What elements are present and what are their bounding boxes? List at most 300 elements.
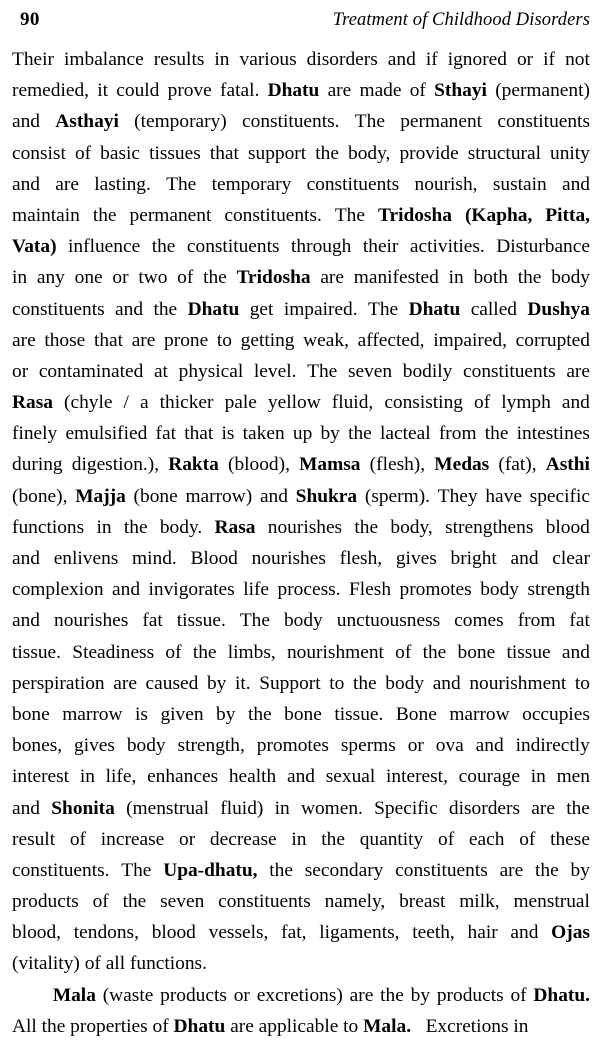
text-run: invigorates	[148, 579, 235, 601]
text-line	[12, 512, 590, 543]
bold-term: Dhatu	[267, 80, 320, 102]
text-run: limbs,	[227, 641, 276, 663]
bold-term: Rasa	[214, 516, 256, 538]
text-run: the	[203, 267, 227, 289]
text-run: constituents	[395, 859, 488, 881]
text-run: Excretions in	[411, 1015, 529, 1037]
text-run: (temporary)	[134, 111, 227, 133]
text-run: nourishment	[286, 641, 384, 663]
text-run: and	[12, 173, 40, 195]
text-run: bone	[12, 703, 50, 725]
text-run: lacteal	[380, 423, 431, 445]
bold-term: Mala	[52, 984, 96, 1006]
text-run: women.	[300, 797, 363, 819]
text-run: and	[12, 548, 40, 569]
text-run: if	[425, 49, 438, 70]
text-run: the	[123, 516, 148, 538]
text-run: of	[74, 142, 92, 164]
text-run: nourishes	[251, 548, 326, 569]
text-run: body	[385, 672, 425, 694]
text-run: to	[574, 672, 590, 694]
text-run: the	[151, 236, 176, 258]
text-run: (fat),	[498, 454, 537, 476]
text-run: All the properties of	[12, 1015, 174, 1037]
text-run: (menstrual	[126, 797, 210, 819]
running-head	[0, 8, 600, 34]
text-run: in	[291, 828, 307, 850]
text-run: pale	[224, 392, 257, 414]
text-line	[12, 980, 590, 1011]
text-run: that	[209, 142, 239, 164]
text-run: could	[116, 80, 160, 102]
text-run: constituents.	[12, 859, 110, 881]
text-run: lymph	[501, 392, 551, 414]
text-run: are applicable to	[225, 1015, 364, 1037]
text-run: of	[92, 891, 109, 913]
text-run: are	[55, 173, 79, 195]
text-run: two	[138, 267, 168, 289]
text-run: and	[510, 922, 539, 944]
text-run: )	[50, 236, 57, 258]
text-run: lasting.	[94, 173, 151, 195]
text-line	[12, 948, 590, 979]
text-run: in	[96, 516, 112, 538]
bold-term: Shukra	[295, 485, 358, 507]
text-run: get	[249, 298, 274, 320]
text-run: fatal.	[220, 80, 260, 102]
text-run: that	[184, 423, 214, 445]
text-run: of	[69, 828, 86, 850]
text-run: each	[468, 828, 505, 850]
text-run: and	[259, 485, 288, 507]
text-run: or	[112, 267, 129, 289]
bold-term: Upa-dhatu,	[163, 859, 258, 881]
text-run: process.	[277, 579, 341, 601]
text-run: ova	[435, 735, 464, 757]
text-run: maintain	[12, 204, 80, 226]
text-run: from	[517, 610, 556, 632]
text-line	[12, 917, 590, 948]
text-run: functions	[12, 516, 85, 538]
text-run: tissue.	[12, 641, 62, 663]
text-run: remedied,	[12, 80, 89, 102]
text-line	[12, 418, 590, 449]
text-run: the	[315, 142, 339, 164]
paragraph-dhatu	[12, 44, 590, 980]
text-run: or	[12, 360, 29, 382]
text-run: (chyle	[64, 392, 113, 414]
text-run: in	[448, 267, 464, 289]
text-line	[12, 262, 590, 293]
text-run: and	[561, 392, 590, 414]
bold-term: Mamsa	[299, 454, 361, 476]
text-run: the	[422, 641, 447, 663]
text-run: (bone	[133, 485, 178, 507]
text-run: bone	[284, 703, 322, 725]
text-line	[12, 75, 590, 106]
text-run: blood	[151, 922, 196, 944]
text-run: the	[192, 641, 217, 663]
text-run: are	[131, 329, 156, 351]
text-run: sustain	[492, 173, 547, 195]
text-run: impaired,	[433, 329, 507, 351]
text-run: in	[12, 267, 28, 289]
text-run: the	[269, 859, 293, 881]
page-body-text	[12, 44, 590, 1042]
text-run: clear	[552, 548, 590, 569]
bold-term: Sthayi	[434, 80, 487, 102]
text-run: The	[354, 111, 385, 133]
text-line	[12, 200, 590, 231]
text-run: specific	[529, 485, 590, 507]
text-run: health	[228, 766, 277, 788]
text-line	[12, 44, 590, 75]
text-run: of	[510, 984, 527, 1006]
bold-term: Pitta,	[545, 204, 590, 226]
text-run: prove	[167, 80, 212, 102]
bold-term: Medas	[434, 454, 490, 476]
text-run: (sperm).	[364, 485, 431, 507]
text-run: are	[499, 859, 524, 881]
text-run: to	[216, 329, 232, 351]
text-run: ignored	[447, 49, 507, 70]
running-head-title: Treatment of Childhood Disorders	[332, 10, 590, 30]
text-run: enhances	[147, 766, 219, 788]
bold-term: Shonita	[51, 797, 115, 819]
text-run: body	[551, 267, 590, 289]
text-line	[12, 886, 590, 917]
text-run: and	[286, 766, 315, 788]
text-run: the	[535, 859, 559, 881]
bold-term: Ojas	[551, 922, 590, 944]
text-run: body	[480, 579, 519, 601]
text-run: quantity	[359, 828, 424, 850]
text-run: through	[291, 236, 352, 258]
text-line	[12, 730, 590, 761]
text-run: Support	[259, 672, 321, 694]
text-run: various	[239, 49, 297, 70]
text-run: level.	[253, 360, 297, 382]
text-run: sexual	[325, 766, 376, 788]
text-line	[12, 574, 590, 605]
text-run: promotes	[256, 735, 329, 757]
text-run: life	[243, 579, 270, 601]
text-run: the	[352, 672, 377, 694]
text-run: blood	[545, 516, 590, 538]
text-run: They	[437, 485, 478, 507]
text-line	[12, 543, 590, 574]
text-run: finely	[12, 423, 58, 445]
text-run: of	[165, 641, 182, 663]
text-run: in	[214, 49, 230, 70]
text-run: enlivens	[53, 548, 119, 569]
text-run: or	[179, 828, 196, 850]
text-run: indirectly	[515, 735, 590, 757]
text-run: interest,	[386, 766, 448, 788]
text-run: body	[126, 735, 166, 757]
text-run: The	[166, 173, 197, 195]
text-run: bone	[457, 641, 496, 663]
text-run: activities.	[409, 236, 485, 258]
text-run: /	[123, 392, 129, 414]
text-run: from	[438, 423, 477, 445]
text-run: of	[177, 267, 194, 289]
text-run: have	[485, 485, 522, 507]
text-run: (waste	[102, 984, 154, 1006]
text-run: constituents.	[224, 204, 322, 226]
text-run: and	[561, 641, 590, 663]
text-run: are	[327, 80, 352, 102]
text-run: tissue.	[176, 610, 226, 632]
text-run: it.	[234, 672, 251, 694]
bold-term: Dhatu	[187, 298, 240, 320]
text-run: unity	[550, 142, 590, 164]
text-run: constituents	[306, 173, 400, 195]
text-run: gives	[395, 548, 437, 569]
text-run: nourishes	[54, 610, 129, 632]
text-run: bodily	[402, 360, 453, 382]
bold-term: Vata)	[12, 236, 57, 258]
text-run: influence	[68, 236, 141, 258]
text-run: made	[359, 80, 402, 102]
text-run: tissue	[506, 641, 551, 663]
text-run: basic	[100, 142, 140, 164]
text-run: complexion	[12, 579, 104, 601]
text-run: and	[12, 111, 40, 133]
text-run: are	[320, 267, 344, 289]
bold-term: (Kapha,	[464, 204, 533, 226]
text-run: fluid,	[331, 392, 374, 414]
text-run: a	[139, 392, 149, 414]
text-run: increase	[100, 828, 165, 850]
text-run: Blood	[190, 548, 238, 569]
text-run: vessels,	[208, 922, 269, 944]
bold-term: Dhatu	[173, 1015, 226, 1037]
bold-term: Majja	[75, 485, 126, 507]
text-run: in	[79, 766, 95, 788]
text-line	[12, 855, 590, 886]
text-run: imbalance	[64, 49, 144, 70]
text-run: the	[566, 797, 590, 819]
text-run: The	[121, 859, 152, 881]
text-run: and	[475, 735, 504, 757]
text-run: men	[556, 766, 590, 788]
text-run: both	[473, 267, 508, 289]
text-line	[12, 325, 590, 356]
text-run: tissues	[149, 142, 201, 164]
text-line	[12, 605, 590, 636]
text-run: taken	[242, 423, 285, 445]
text-run: menstrual	[513, 891, 590, 913]
text-run: any	[36, 267, 65, 289]
text-run: (permanent)	[495, 80, 590, 102]
text-run: unctuousness	[336, 610, 441, 632]
bold-term: Rasa	[12, 392, 53, 414]
text-run: body.	[159, 516, 203, 538]
text-run: physical	[178, 360, 244, 382]
text-run: marrow	[62, 703, 123, 725]
text-run: teeth,	[412, 922, 455, 944]
text-run: and	[115, 298, 144, 320]
text-run: fat,	[281, 922, 307, 944]
text-run: up	[292, 423, 313, 445]
text-run: permanent	[129, 204, 212, 226]
text-run: bones,	[12, 735, 63, 757]
text-run: by	[410, 984, 431, 1006]
text-run: weak,	[303, 329, 349, 351]
text-run: or	[516, 49, 534, 70]
text-run: consist	[12, 142, 66, 164]
text-run: namely,	[324, 891, 386, 913]
text-run: tissue.	[334, 703, 384, 725]
text-run: constituents	[12, 298, 105, 320]
text-run: nourishment	[469, 672, 567, 694]
text-run: disorders	[448, 797, 521, 819]
text-run: constituents.	[242, 111, 340, 133]
text-run: given	[160, 703, 204, 725]
text-run: strengthens	[445, 516, 534, 538]
text-run: the	[354, 516, 379, 538]
text-run: by	[216, 703, 236, 725]
text-line	[12, 138, 590, 169]
text-run: promotes	[399, 579, 472, 601]
text-line	[12, 637, 590, 668]
text-run: during	[12, 454, 63, 476]
text-run: called	[470, 298, 517, 320]
text-run: constituents	[218, 891, 311, 913]
text-run: strength	[527, 579, 590, 601]
text-run: seven	[160, 891, 205, 913]
text-run: that	[93, 329, 124, 351]
text-run: and	[562, 173, 590, 195]
text-line	[12, 668, 590, 699]
text-run: Flesh	[349, 579, 392, 601]
text-run: (blood),	[228, 454, 290, 476]
text-run: of	[395, 641, 412, 663]
text-run: and	[387, 49, 416, 70]
text-run: disorders	[306, 49, 378, 70]
text-run: breast	[399, 891, 446, 913]
text-run: and	[12, 610, 40, 632]
text-run: the	[348, 423, 372, 445]
text-run: yellow	[267, 392, 321, 414]
text-run: getting	[240, 329, 295, 351]
text-line	[12, 449, 590, 480]
text-run: is	[221, 423, 235, 445]
page-number: 90	[20, 9, 40, 30]
bold-term: Tridosha	[236, 267, 311, 289]
text-run: result	[12, 828, 56, 850]
bold-term: Dhatu.	[533, 984, 590, 1006]
text-run: in	[530, 766, 546, 788]
text-run: by	[206, 672, 227, 694]
text-run: blood,	[12, 922, 62, 944]
text-line	[12, 169, 590, 200]
text-run: seven	[347, 360, 393, 382]
text-run: not	[565, 49, 590, 70]
text-run: or	[233, 984, 250, 1006]
text-run: the	[92, 204, 117, 226]
text-run: intestines	[516, 423, 590, 445]
text-run: Disturbance	[496, 236, 590, 258]
bold-term: Asthayi	[55, 111, 119, 133]
bold-term: Dushya	[527, 298, 590, 320]
text-run: products	[160, 984, 227, 1006]
text-run: the	[380, 984, 404, 1006]
bold-term: Tridosha	[377, 204, 452, 226]
text-run: structural	[467, 142, 541, 164]
text-run: products	[12, 891, 79, 913]
text-run: the	[321, 828, 345, 850]
text-run: impaired.	[283, 298, 358, 320]
text-run: strength,	[177, 735, 245, 757]
text-run: (flesh),	[369, 454, 426, 476]
text-run: their	[362, 236, 399, 258]
text-run: contaminated	[38, 360, 144, 382]
text-run: caused	[145, 672, 199, 694]
text-run: in	[274, 797, 290, 819]
text-run: those	[44, 329, 86, 351]
text-run: and	[12, 797, 40, 819]
text-run: occupies	[522, 703, 590, 725]
text-run: or	[407, 735, 424, 757]
text-line	[12, 824, 590, 855]
text-run: and	[112, 579, 141, 601]
text-run: by	[320, 423, 340, 445]
text-line	[12, 106, 590, 137]
text-run: courage	[458, 766, 521, 788]
text-run: gives	[74, 735, 115, 757]
text-run: decrease	[209, 828, 277, 850]
bold-term: Rakta	[168, 454, 219, 476]
text-run: fluid)	[220, 797, 264, 819]
text-run: flesh,	[339, 548, 383, 569]
text-run: of	[438, 828, 455, 850]
text-run: secondary	[304, 859, 384, 881]
text-line	[12, 387, 590, 418]
text-run: prone	[164, 329, 209, 351]
text-run: fat	[142, 610, 163, 632]
text-run: Bone	[395, 703, 437, 725]
text-run: corrupted	[515, 329, 590, 351]
text-run: to	[329, 672, 345, 694]
text-line	[12, 294, 590, 325]
text-run: constituents	[186, 236, 280, 258]
text-run: results	[153, 49, 205, 70]
text-run: fat	[155, 423, 176, 445]
text-run: tendons,	[73, 922, 139, 944]
text-run: Steadiness	[72, 641, 155, 663]
text-run: hair	[467, 922, 498, 944]
text-run: of	[409, 80, 426, 102]
text-run: digestion.),	[71, 454, 160, 476]
text-run: mind.	[132, 548, 177, 569]
text-run: (vitality) of all functions.	[12, 953, 207, 975]
text-run: Specific	[374, 797, 438, 819]
text-run: it	[97, 80, 109, 102]
text-run: consisting	[384, 392, 463, 414]
text-run: emulsified	[65, 423, 148, 445]
bold-term: Mala.	[363, 1015, 412, 1037]
text-run: the	[484, 423, 509, 445]
text-run: one	[74, 267, 103, 289]
text-line	[12, 761, 590, 792]
text-run: and	[432, 672, 461, 694]
text-run: fat	[569, 610, 590, 632]
paragraph-mala	[12, 980, 590, 1042]
text-run: interest	[12, 766, 70, 788]
text-run: nourishes	[267, 516, 343, 538]
